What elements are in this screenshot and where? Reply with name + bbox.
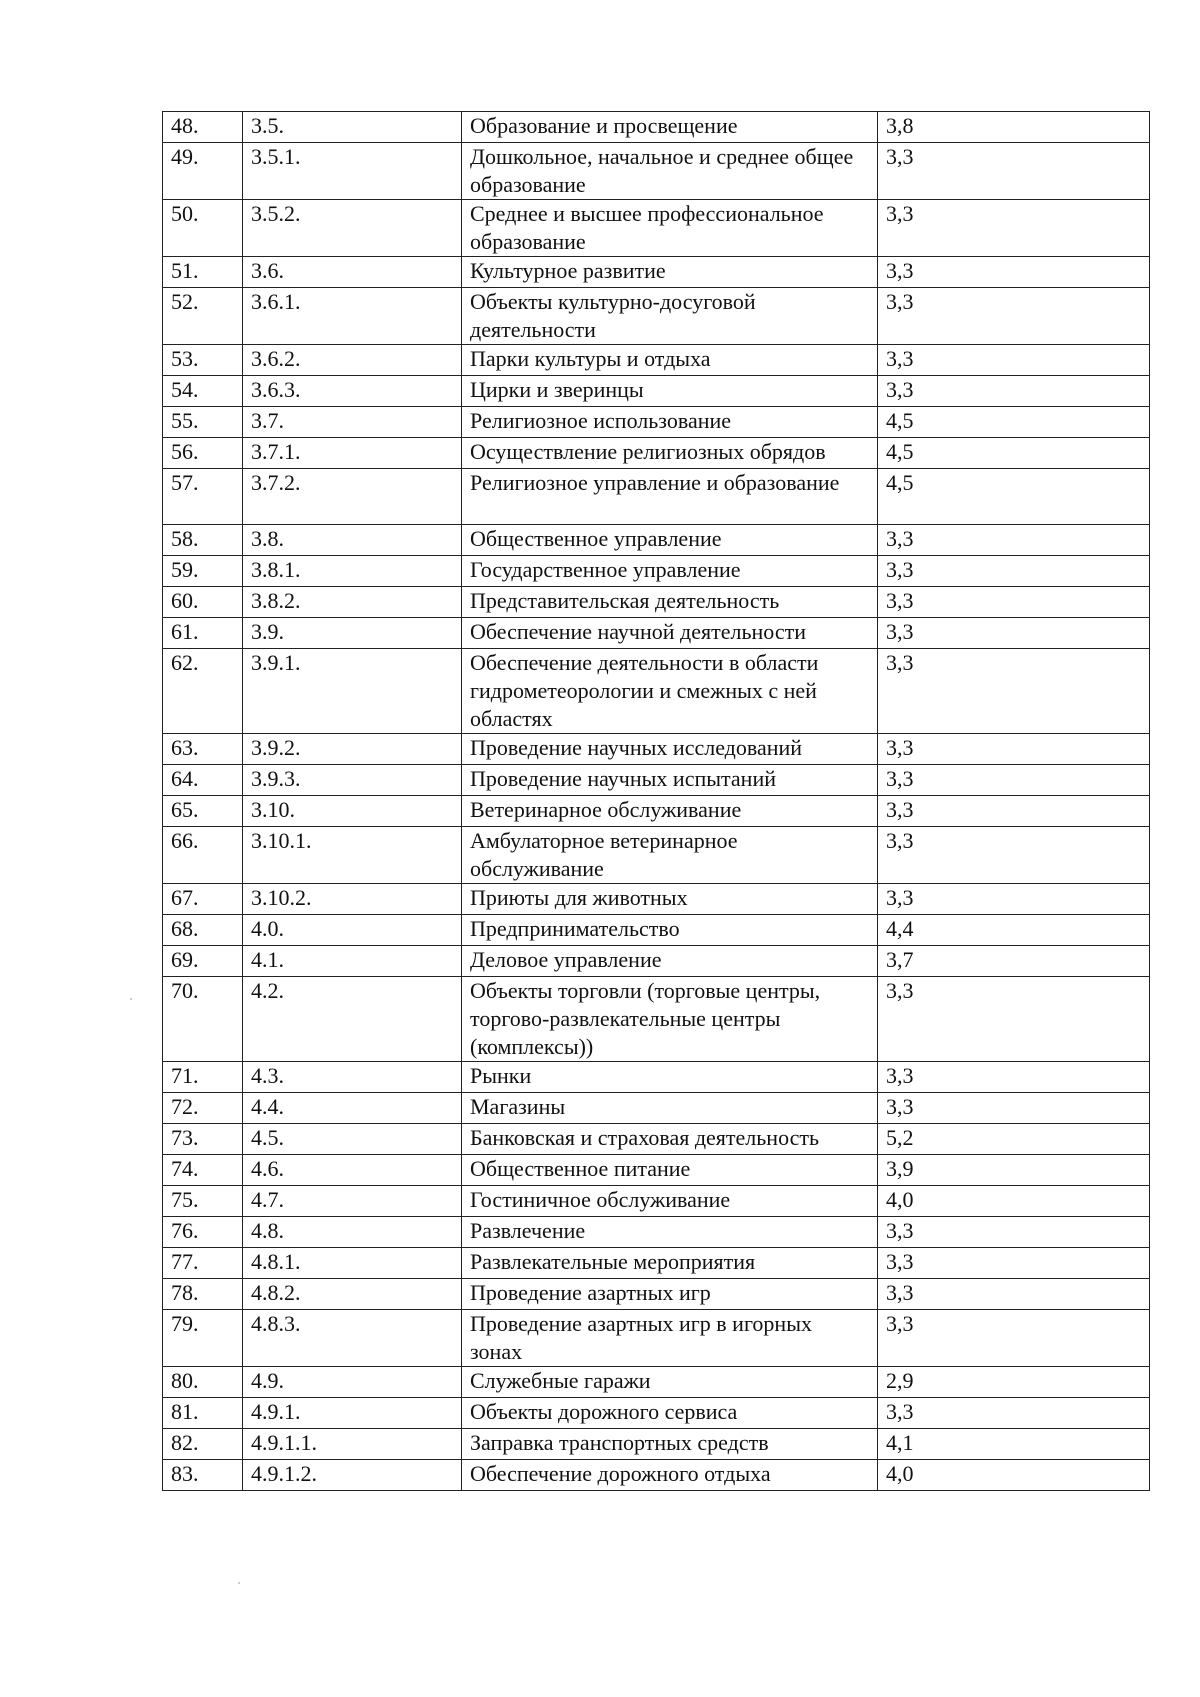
scan-speck — [130, 998, 132, 1000]
table-row — [163, 200, 1150, 257]
land-use-name: Культурное развитие — [462, 257, 878, 288]
row-number: 59. — [163, 556, 243, 587]
land-use-name: Проведение научных исследований — [462, 734, 878, 765]
table-row — [163, 469, 1150, 525]
land-use-name: Гостиничное обслуживание — [462, 1186, 878, 1217]
coefficient-value: 2,9 — [878, 1367, 1150, 1398]
row-number: 76. — [163, 1217, 243, 1248]
table-row — [163, 827, 1150, 884]
scan-speck — [238, 1582, 240, 1584]
land-use-code: 4.3. — [243, 1062, 462, 1093]
row-number: 65. — [163, 796, 243, 827]
coefficient-value: 3,3 — [878, 1217, 1150, 1248]
land-use-name: Объекты культурно-досуговой деятельности — [462, 288, 878, 345]
coefficient-value: 3,3 — [878, 376, 1150, 407]
coefficient-value: 5,2 — [878, 1124, 1150, 1155]
land-use-code: 4.8. — [243, 1217, 462, 1248]
land-use-code: 3.9.1. — [243, 649, 462, 734]
land-use-code: 4.9.1.1. — [243, 1429, 462, 1460]
table-row — [163, 1398, 1150, 1429]
land-use-code: 3.9.2. — [243, 734, 462, 765]
land-use-name: Религиозное управление и образование — [462, 469, 878, 525]
coefficient-value: 4,4 — [878, 915, 1150, 946]
land-use-code: 3.5.1. — [243, 143, 462, 200]
coefficient-value: 3,3 — [878, 827, 1150, 884]
coefficient-value: 3,9 — [878, 1155, 1150, 1186]
row-number: 78. — [163, 1279, 243, 1310]
land-use-name: Образование и просвещение — [462, 112, 878, 143]
row-number: 82. — [163, 1429, 243, 1460]
land-use-code: 4.9.1.2. — [243, 1460, 462, 1491]
row-number: 49. — [163, 143, 243, 200]
land-use-code: 3.9.3. — [243, 765, 462, 796]
land-use-code: 4.6. — [243, 1155, 462, 1186]
land-use-name: Рынки — [462, 1062, 878, 1093]
land-use-name: Обеспечение научной деятельности — [462, 618, 878, 649]
land-use-code: 3.6.2. — [243, 345, 462, 376]
table-row — [163, 1279, 1150, 1310]
land-use-name: Обеспечение дорожного отдыха — [462, 1460, 878, 1491]
row-number: 66. — [163, 827, 243, 884]
row-number: 79. — [163, 1310, 243, 1367]
land-use-code: 4.8.1. — [243, 1248, 462, 1279]
coefficient-value: 4,0 — [878, 1186, 1150, 1217]
table-row — [163, 438, 1150, 469]
row-number: 52. — [163, 288, 243, 345]
land-use-code: 4.1. — [243, 946, 462, 977]
row-number: 70. — [163, 977, 243, 1062]
land-use-name: Обеспечение деятельности в области гидрометеорологии и смежных с ней областях — [462, 649, 878, 734]
land-use-code: 4.9.1. — [243, 1398, 462, 1429]
land-use-coefficient-table — [162, 111, 1150, 1491]
land-use-name: Парки культуры и отдыха — [462, 345, 878, 376]
row-number: 60. — [163, 587, 243, 618]
coefficient-value: 4,5 — [878, 469, 1150, 525]
land-use-code: 3.10.2. — [243, 884, 462, 915]
table-row — [163, 915, 1150, 946]
table-row — [163, 884, 1150, 915]
table-row — [163, 1217, 1150, 1248]
table-row — [163, 288, 1150, 345]
table-row — [163, 587, 1150, 618]
table-row — [163, 765, 1150, 796]
land-use-name: Государственное управление — [462, 556, 878, 587]
land-use-code: 3.10. — [243, 796, 462, 827]
coefficient-value: 3,3 — [878, 977, 1150, 1062]
land-use-name: Ветеринарное обслуживание — [462, 796, 878, 827]
row-number: 62. — [163, 649, 243, 734]
table-row — [163, 525, 1150, 556]
coefficient-value: 3,3 — [878, 200, 1150, 257]
coefficient-value: 3,3 — [878, 345, 1150, 376]
coefficient-value: 3,3 — [878, 884, 1150, 915]
coefficient-value: 4,5 — [878, 438, 1150, 469]
land-use-name: Развлечение — [462, 1217, 878, 1248]
table-row — [163, 734, 1150, 765]
row-number: 51. — [163, 257, 243, 288]
land-use-name: Представительская деятельность — [462, 587, 878, 618]
table-row — [163, 618, 1150, 649]
land-use-code: 3.8.2. — [243, 587, 462, 618]
table-row — [163, 1367, 1150, 1398]
table-row — [163, 1248, 1150, 1279]
table-row — [163, 1155, 1150, 1186]
land-use-name: Осуществление религиозных обрядов — [462, 438, 878, 469]
land-use-name: Проведение азартных игр — [462, 1279, 878, 1310]
coefficient-value: 3,3 — [878, 1279, 1150, 1310]
row-number: 55. — [163, 407, 243, 438]
table-row — [163, 1186, 1150, 1217]
land-use-code: 3.8. — [243, 525, 462, 556]
land-use-code: 3.9. — [243, 618, 462, 649]
row-number: 81. — [163, 1398, 243, 1429]
coefficient-value: 3,3 — [878, 1093, 1150, 1124]
table-row — [163, 1310, 1150, 1367]
row-number: 83. — [163, 1460, 243, 1491]
table-row — [163, 946, 1150, 977]
land-use-name: Религиозное использование — [462, 407, 878, 438]
row-number: 53. — [163, 345, 243, 376]
land-use-code: 3.7.2. — [243, 469, 462, 525]
land-use-name: Дошкольное, начальное и среднее общее образование — [462, 143, 878, 200]
land-use-name: Объекты торговли (торговые центры, торгово-развлекательные центры (комплексы)) — [462, 977, 878, 1062]
coefficient-value: 3,3 — [878, 1062, 1150, 1093]
coefficient-value: 4,1 — [878, 1429, 1150, 1460]
coefficient-value: 3,3 — [878, 618, 1150, 649]
land-use-name: Общественное управление — [462, 525, 878, 556]
land-use-name: Магазины — [462, 1093, 878, 1124]
row-number: 61. — [163, 618, 243, 649]
land-use-name: Объекты дорожного сервиса — [462, 1398, 878, 1429]
row-number: 56. — [163, 438, 243, 469]
coefficient-value: 3,3 — [878, 257, 1150, 288]
row-number: 64. — [163, 765, 243, 796]
table-row — [163, 977, 1150, 1062]
land-use-name: Служебные гаражи — [462, 1367, 878, 1398]
land-use-name: Приюты для животных — [462, 884, 878, 915]
row-number: 80. — [163, 1367, 243, 1398]
land-use-name: Банковская и страховая деятельность — [462, 1124, 878, 1155]
row-number: 68. — [163, 915, 243, 946]
coefficient-value: 3,7 — [878, 946, 1150, 977]
row-number: 72. — [163, 1093, 243, 1124]
table-row — [163, 257, 1150, 288]
row-number: 77. — [163, 1248, 243, 1279]
land-use-code: 3.6. — [243, 257, 462, 288]
coefficient-value: 3,3 — [878, 765, 1150, 796]
land-use-code: 4.8.2. — [243, 1279, 462, 1310]
coefficient-value: 3,3 — [878, 649, 1150, 734]
coefficient-value: 4,5 — [878, 407, 1150, 438]
row-number: 54. — [163, 376, 243, 407]
table-row — [163, 1124, 1150, 1155]
coefficient-value: 4,0 — [878, 1460, 1150, 1491]
table-row — [163, 1460, 1150, 1491]
coefficient-value: 3,3 — [878, 796, 1150, 827]
coefficient-value: 3,3 — [878, 556, 1150, 587]
row-number: 75. — [163, 1186, 243, 1217]
coefficient-value: 3,3 — [878, 1248, 1150, 1279]
land-use-name: Среднее и высшее профессиональное образование — [462, 200, 878, 257]
land-use-code: 4.7. — [243, 1186, 462, 1217]
table-row — [163, 796, 1150, 827]
land-use-code: 3.7.1. — [243, 438, 462, 469]
table-row — [163, 1093, 1150, 1124]
row-number: 74. — [163, 1155, 243, 1186]
row-number: 67. — [163, 884, 243, 915]
land-use-name: Цирки и зверинцы — [462, 376, 878, 407]
coefficient-value: 3,3 — [878, 734, 1150, 765]
row-number: 50. — [163, 200, 243, 257]
land-use-code: 4.0. — [243, 915, 462, 946]
land-use-code: 4.2. — [243, 977, 462, 1062]
coefficient-value: 3,8 — [878, 112, 1150, 143]
table-row — [163, 143, 1150, 200]
land-use-name: Амбулаторное ветеринарное обслуживание — [462, 827, 878, 884]
row-number: 71. — [163, 1062, 243, 1093]
coefficient-value: 3,3 — [878, 1398, 1150, 1429]
coefficient-value: 3,3 — [878, 288, 1150, 345]
land-use-name: Предпринимательство — [462, 915, 878, 946]
land-use-code: 4.4. — [243, 1093, 462, 1124]
table-row — [163, 556, 1150, 587]
land-use-code: 4.8.3. — [243, 1310, 462, 1367]
land-use-name: Деловое управление — [462, 946, 878, 977]
table-row — [163, 112, 1150, 143]
row-number: 57. — [163, 469, 243, 525]
row-number: 69. — [163, 946, 243, 977]
row-number: 73. — [163, 1124, 243, 1155]
land-use-code: 4.9. — [243, 1367, 462, 1398]
land-use-code: 3.5. — [243, 112, 462, 143]
row-number: 58. — [163, 525, 243, 556]
table-row — [163, 1429, 1150, 1460]
coefficient-value: 3,3 — [878, 143, 1150, 200]
land-use-code: 3.8.1. — [243, 556, 462, 587]
land-use-name: Развлекательные мероприятия — [462, 1248, 878, 1279]
land-use-code: 3.10.1. — [243, 827, 462, 884]
coefficient-value: 3,3 — [878, 525, 1150, 556]
land-use-name: Проведение научных испытаний — [462, 765, 878, 796]
land-use-code: 4.5. — [243, 1124, 462, 1155]
table-row — [163, 407, 1150, 438]
land-use-code: 3.7. — [243, 407, 462, 438]
table-row — [163, 345, 1150, 376]
row-number: 63. — [163, 734, 243, 765]
table-row — [163, 1062, 1150, 1093]
table-row — [163, 649, 1150, 734]
land-use-name: Проведение азартных игр в игорных зонах — [462, 1310, 878, 1367]
table-row — [163, 376, 1150, 407]
land-use-code: 3.5.2. — [243, 200, 462, 257]
land-use-code: 3.6.1. — [243, 288, 462, 345]
land-use-name: Общественное питание — [462, 1155, 878, 1186]
land-use-name: Заправка транспортных средств — [462, 1429, 878, 1460]
table-body — [163, 112, 1150, 1491]
row-number: 48. — [163, 112, 243, 143]
coefficient-value: 3,3 — [878, 1310, 1150, 1367]
land-use-code: 3.6.3. — [243, 376, 462, 407]
coefficient-value: 3,3 — [878, 587, 1150, 618]
